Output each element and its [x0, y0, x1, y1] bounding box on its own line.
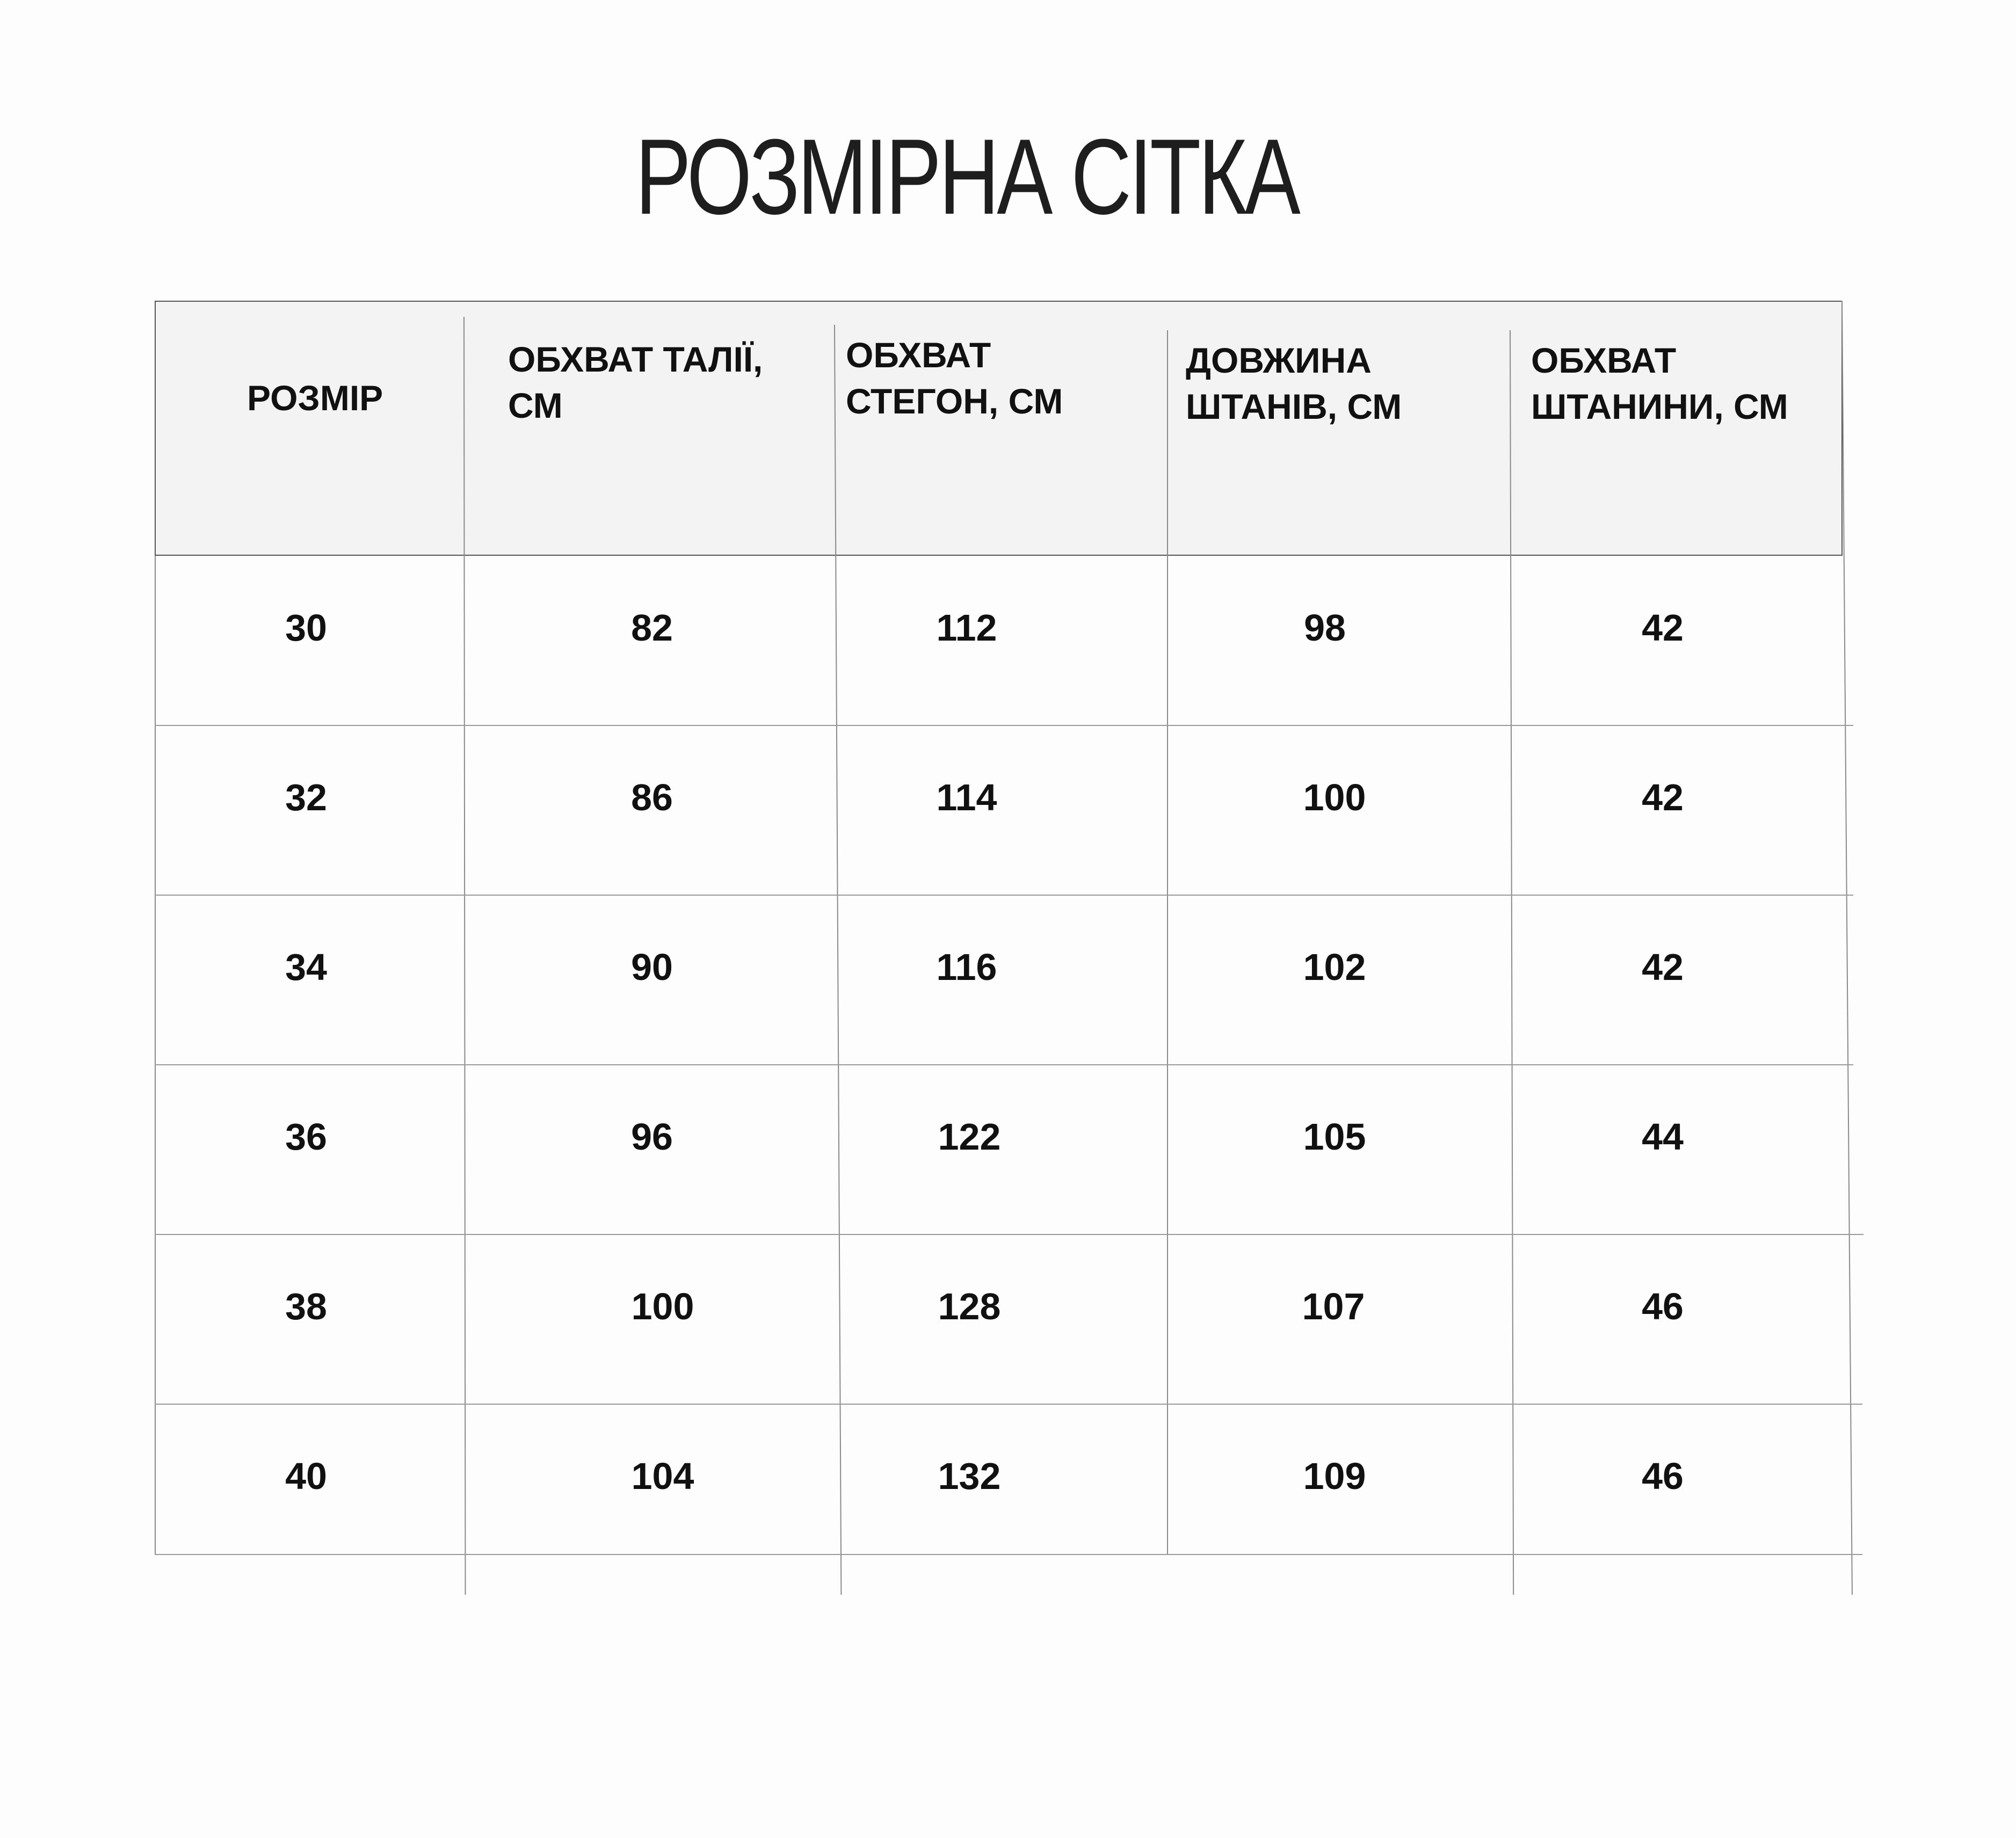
- table-bottom-border: [155, 1554, 1862, 1555]
- header-size: [155, 301, 463, 556]
- cell-size: 36: [285, 1116, 327, 1158]
- column-divider: [1167, 330, 1168, 1554]
- header-waist-label: ОБХВАТ ТАЛІЇ, СМ: [508, 339, 763, 425]
- cell-pants-length: 109: [1303, 1455, 1366, 1497]
- cell-size: 38: [285, 1285, 327, 1327]
- cell-waist: 82: [631, 607, 673, 649]
- cell-pants-length: 107: [1302, 1285, 1365, 1327]
- cell-leg-width: 44: [1642, 1116, 1684, 1158]
- row-divider: [155, 725, 1853, 726]
- cell-leg-width: 42: [1642, 776, 1684, 818]
- cell-hips: 114: [936, 776, 997, 818]
- cell-pants-length: 100: [1303, 776, 1366, 818]
- cell-hips: 116: [936, 946, 997, 988]
- row-divider: [155, 1064, 1853, 1065]
- cell-leg-width: 46: [1642, 1285, 1684, 1327]
- cell-hips: 112: [936, 607, 997, 649]
- cell-waist: 96: [631, 1116, 673, 1158]
- cell-size: 34: [285, 946, 327, 988]
- cell-size: 32: [285, 776, 327, 818]
- header-size-label: РОЗМІР: [247, 378, 383, 418]
- row-divider: [155, 1404, 1862, 1405]
- header-hips: [834, 301, 1167, 556]
- cell-hips: 122: [938, 1116, 1001, 1158]
- header-pants-length: [1167, 301, 1511, 556]
- row-divider: [155, 895, 1853, 896]
- cell-leg-width: 46: [1642, 1455, 1684, 1497]
- cell-waist: 104: [631, 1455, 694, 1497]
- cell-size: 40: [285, 1455, 327, 1497]
- cell-leg-width: 42: [1642, 607, 1684, 649]
- cell-pants-length: 102: [1303, 946, 1366, 988]
- cell-waist: 86: [631, 776, 673, 818]
- row-divider: [155, 1234, 1863, 1235]
- cell-leg-width: 42: [1642, 946, 1684, 988]
- table-left-border: [155, 556, 156, 1554]
- header-hips-label: ОБХВАТ СТЕГОН, СМ: [846, 335, 1063, 421]
- header-leg-width-label: ОБХВАТ ШТАНИНИ, СМ: [1531, 340, 1788, 426]
- page-title: РОЗМІРНА СІТКА: [635, 117, 1299, 237]
- header-waist: [463, 301, 834, 556]
- header-pants-length-label: ДОВЖИНА ШТАНІВ, СМ: [1186, 340, 1402, 426]
- cell-size: 30: [285, 607, 327, 649]
- cell-pants-length: 98: [1304, 607, 1346, 649]
- cell-waist: 90: [631, 946, 673, 988]
- cell-hips: 132: [938, 1455, 1001, 1497]
- cell-pants-length: 105: [1303, 1116, 1366, 1158]
- cell-hips: 128: [938, 1285, 1001, 1327]
- cell-waist: 100: [631, 1285, 694, 1327]
- header-leg-width: [1511, 301, 1844, 556]
- table-right-border: [1841, 301, 1853, 1595]
